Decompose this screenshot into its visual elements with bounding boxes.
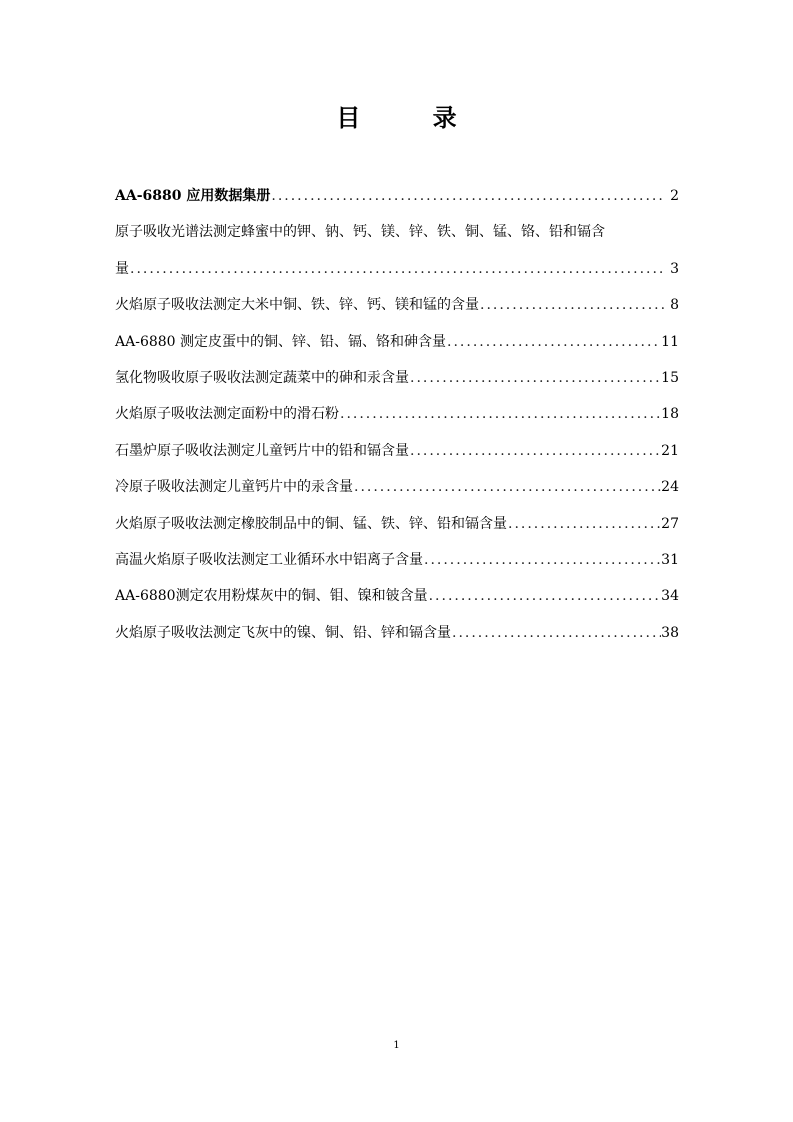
toc-entry[interactable]	[115, 404, 679, 440]
toc-entry-title: 火焰原子吸收法测定大米中铜、铁、锌、钙、镁和锰的含量	[115, 297, 479, 314]
toc-leader-dots	[423, 550, 661, 570]
toc-leader-dots	[270, 186, 665, 206]
toc-entry-title: 冷原子吸收法测定儿童钙片中的汞含量	[115, 479, 353, 496]
toc-leader-dots	[507, 514, 661, 534]
toc-entry[interactable]	[115, 623, 679, 659]
toc-page-number: 31	[661, 551, 679, 568]
toc-page-number: 21	[661, 442, 679, 459]
toc-entry-title: 火焰原子吸收法测定飞灰中的镍、铜、铅、锌和镉含量	[115, 624, 451, 641]
toc-entry[interactable]	[115, 368, 679, 404]
toc-entry-title: 火焰原子吸收法测定面粉中的滑石粉	[115, 406, 339, 423]
toc-leader-dots	[339, 404, 661, 424]
toc-entry[interactable]	[115, 550, 679, 586]
toc-page-number: 27	[661, 515, 679, 532]
toc-page-number: 24	[661, 479, 679, 496]
toc-page-number: 18	[661, 406, 679, 423]
toc-entry-title: 火焰原子吸收法测定橡胶制品中的铜、锰、铁、锌、铅和镉含量	[115, 515, 507, 532]
table-of-contents	[115, 186, 679, 659]
toc-entry-title: 石墨炉原子吸收法测定儿童钙片中的铅和镉含量	[115, 442, 409, 459]
toc-leader-dots	[451, 623, 661, 643]
toc-entry[interactable]	[115, 222, 679, 295]
toc-entry-title: 原子吸收光谱法测定蜂蜜中的钾、钠、钙、镁、锌、铁、铜、锰、铬、铅和镉含	[115, 224, 605, 241]
toc-entry[interactable]	[115, 441, 679, 477]
page-title: 目 录	[336, 104, 489, 132]
toc-page-number: 11	[661, 333, 679, 350]
toc-leader-dots	[428, 586, 662, 606]
toc-leader-dots	[409, 441, 661, 461]
toc-entry-title: 氢化物吸收原子吸收法测定蔬菜中的砷和汞含量	[115, 369, 409, 386]
toc-entry[interactable]	[115, 586, 679, 622]
toc-entry[interactable]	[115, 186, 679, 222]
footer-page-number: 1	[393, 1040, 400, 1051]
toc-page-number: 15	[661, 369, 679, 386]
toc-entry-title: 高温火焰原子吸收法测定工业循环水中铝离子含量	[115, 551, 423, 568]
toc-entry[interactable]	[115, 514, 679, 550]
toc-entry[interactable]	[115, 332, 679, 368]
toc-leader-dots	[479, 295, 665, 315]
toc-page-number: 8	[670, 297, 679, 314]
toc-page-number: 34	[661, 588, 679, 605]
toc-entry[interactable]	[115, 477, 679, 513]
toc-leader-dots	[409, 368, 661, 388]
toc-leader-dots	[446, 332, 661, 352]
toc-page-number: 38	[661, 624, 679, 641]
toc-page-number: 3	[670, 260, 679, 277]
toc-leader-dots	[129, 259, 665, 279]
toc-entry-title: AA-6880测定农用粉煤灰中的铜、钼、镍和铍含量	[115, 588, 428, 605]
toc-page-number: 2	[670, 188, 679, 204]
toc-entry[interactable]	[115, 295, 679, 331]
toc-entry-title: AA-6880 测定皮蛋中的铜、锌、铅、镉、铬和砷含量	[115, 333, 447, 350]
toc-entry-title: AA-6880 应用数据集册	[115, 188, 271, 204]
toc-entry-title-continued: 量	[115, 260, 129, 277]
toc-leader-dots	[353, 477, 661, 497]
